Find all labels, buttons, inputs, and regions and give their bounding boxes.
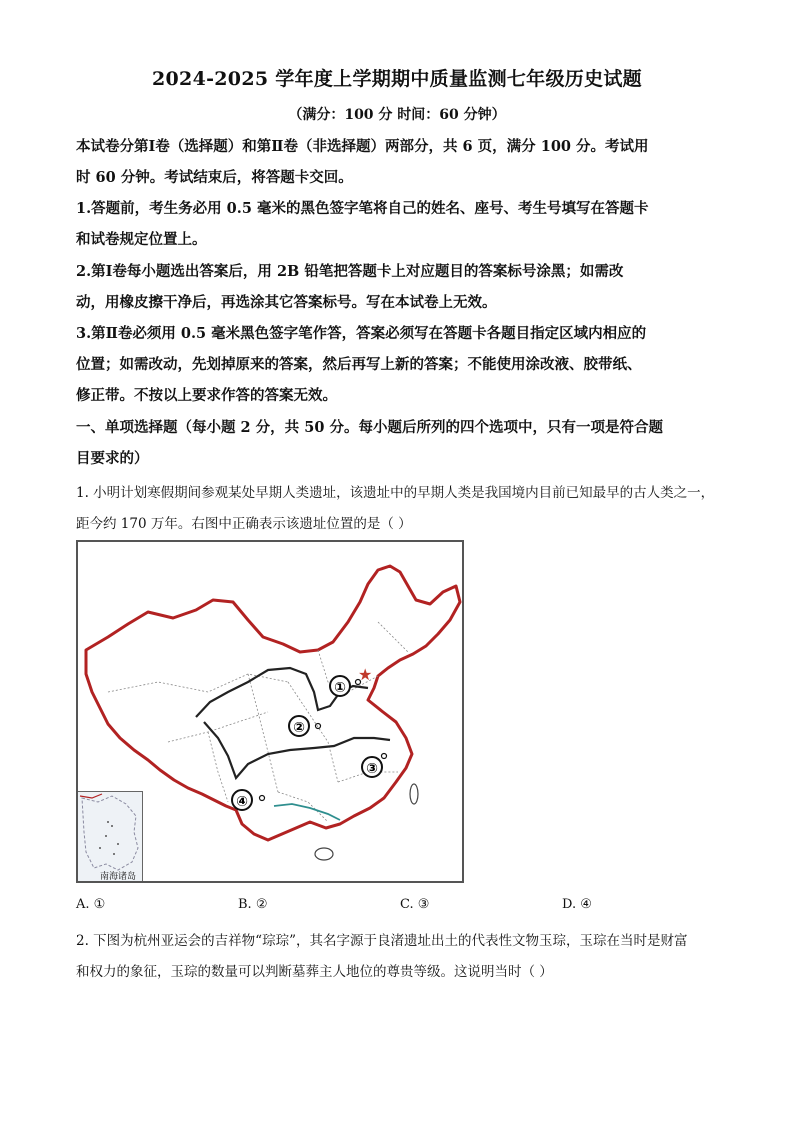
instruction-line: 本试卷分第Ⅰ卷（选择题）和第Ⅱ卷（非选择题）两部分，共 6 页，满分 100 分。考试用 [76,138,649,155]
province-borders [108,622,408,822]
question-2-text: 2. 下图为杭州亚运会的吉祥物“琮琮”，其名字源于良渚遗址出土的代表性文物玉琮，玉琮在当时是财富 [76,933,688,949]
marker-3 [362,754,387,778]
option-c[interactable]: C. ③ [400,897,430,912]
instruction-line: 动，用橡皮擦干净后，再选涂其它答案标号。写在本试卷上无效。 [76,294,497,311]
inset-label: 南海诸岛 [100,872,137,882]
marker-2-label: ② [293,720,305,736]
marker-2 [289,716,321,736]
exam-subtitle: （满分：100 分 时间：60 分钟） [288,107,506,123]
question-1-text: 1. 小明计划寒假期间参观某处早期人类遗址，该遗址中的早期人类是我国境内目前已知最早的古人类之一， [76,485,715,501]
question-1-text: 距今约 170 万年。右图中正确表示该遗址位置的是（ ） [76,516,412,532]
taiwan-island [410,784,418,804]
option-a[interactable]: A. ① [76,897,106,912]
instruction-line: 2.第Ⅰ卷每小题选出答案后，用 2B 铅笔把答题卡上对应题目的答案标号涂黑；如需改 [76,263,624,280]
hainan-island [315,848,333,860]
instruction-line: 和试卷规定位置上。 [76,231,207,248]
china-map [76,540,464,883]
capital-star-icon: ★ [358,665,373,684]
instruction-line: 3.第Ⅱ卷必须用 0.5 毫米黑色签字笔作答，答案必须写在答题卡各题目指定区域内相应的 [76,325,647,342]
section-heading: 一、单项选择题（每小题 2 分，共 50 分。每小题后所列的四个选项中，只有一项是符合题 [76,419,663,436]
pearl-river [274,804,340,820]
question-2-text: 和权力的象征，玉琮的数量可以判断墓葬主人地位的尊贵等级。这说明当时（ ） [76,964,553,980]
marker-3-label: ③ [366,761,378,777]
instruction-line: 位置；如需改动，先划掉原来的答案，然后再写上新的答案；不能使用涂改液、胶带纸、 [76,356,642,373]
marker-4-label: ④ [236,794,248,810]
instruction-line: 1.答题前，考生务必用 0.5 毫米的黑色签字笔将自己的姓名、座号、考生号填写在答题卡 [76,200,649,217]
option-b[interactable]: B. ② [238,897,268,912]
marker-1-label: ① [334,680,346,696]
south-china-sea-inset [78,791,143,883]
marker-4 [232,790,265,810]
instruction-line: 修正带。不按以上要求作答的答案无效。 [76,387,337,404]
instruction-line: 时 60 分钟。考试结束后，将答题卡交回。 [76,169,353,186]
option-d[interactable]: D. ④ [562,897,592,912]
exam-title: 2024-2025 学年度上学期期中质量监测七年级历史试题 [152,68,642,90]
section-heading: 目要求的） [76,450,149,467]
